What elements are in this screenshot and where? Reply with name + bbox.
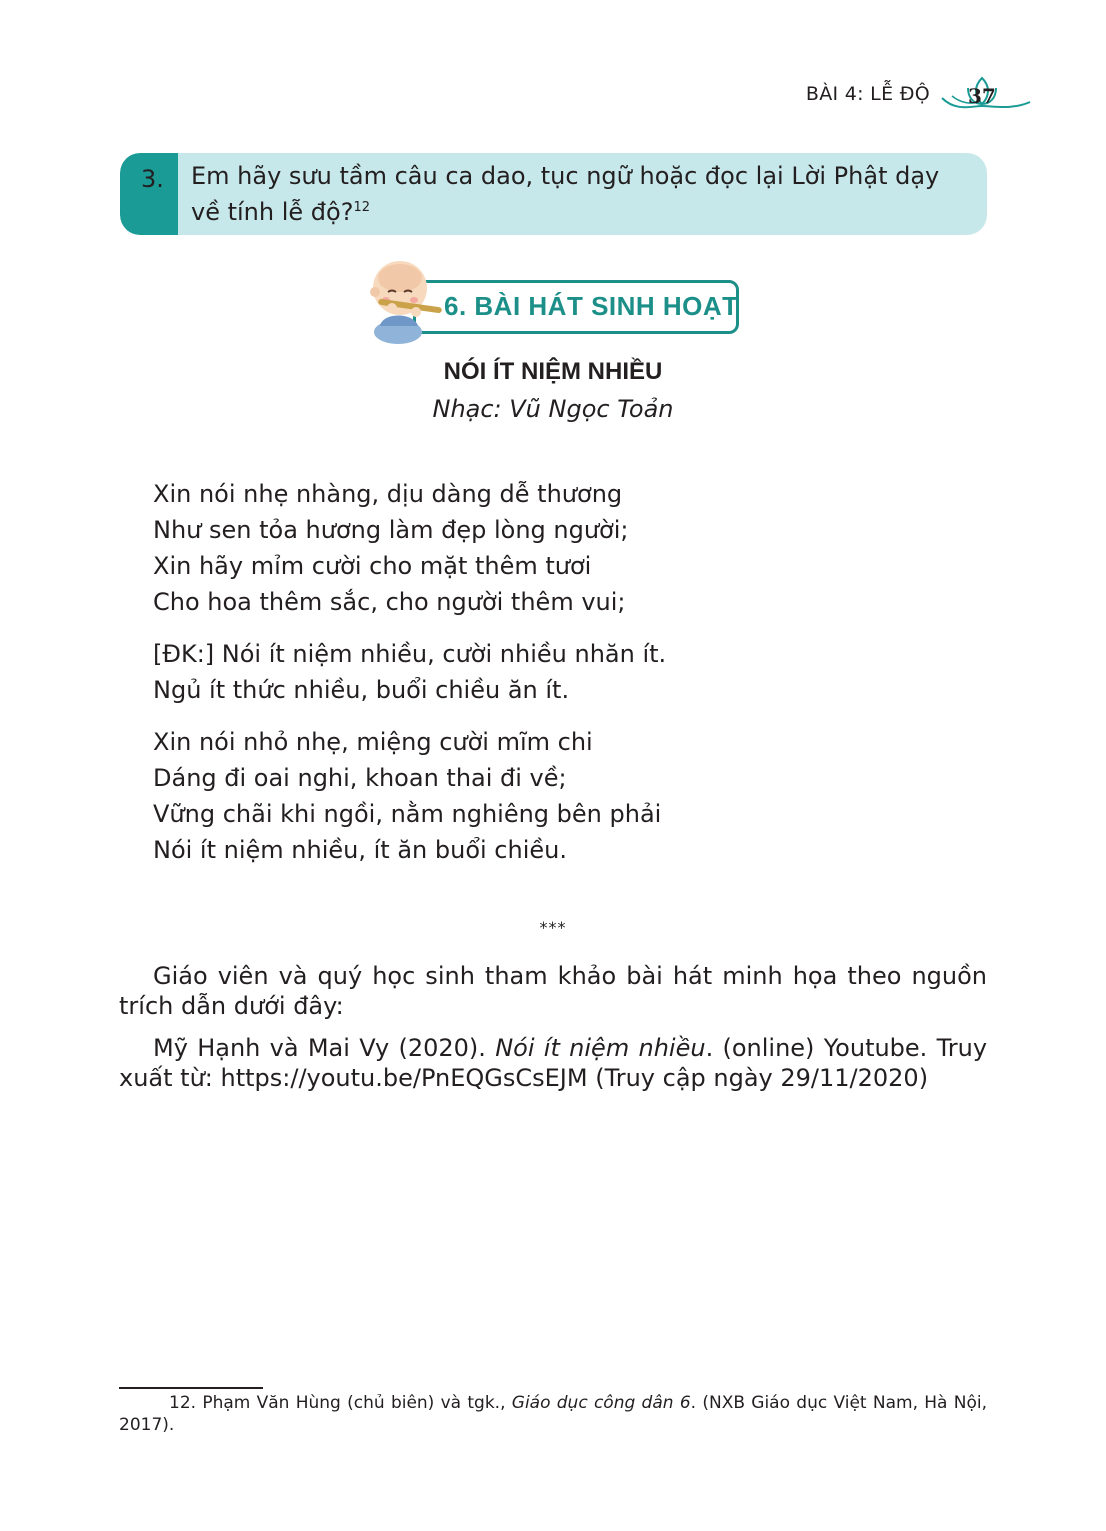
lyric-line: Xin nói nhỏ nhẹ, miệng cười mĩm chi	[153, 728, 593, 756]
lyric-line: Nói ít niệm nhiều, ít ăn buổi chiều.	[153, 836, 567, 864]
question-text-block	[191, 161, 975, 228]
reference-paragraph: Giáo viên và quý học sinh tham khảo bài hát minh họa theo nguồn trích dẫn dưới đây:	[119, 962, 987, 1020]
footnote-suffix: . (NXB Giáo dục Việt Nam, Hà Nội, 2017).	[119, 1393, 987, 1435]
stanza-chorus	[153, 636, 666, 708]
footnote-prefix: 12. Phạm Văn Hùng (chủ biên) và tgk.,	[169, 1393, 512, 1413]
lyric-line: Xin hãy mỉm cười cho mặt thêm tươi	[153, 552, 592, 580]
lyric-line: Xin nói nhẹ nhàng, dịu dàng dễ thương	[153, 480, 623, 508]
section-title-box	[413, 280, 739, 334]
citation-paragraph	[119, 1033, 987, 1093]
page-header	[806, 72, 1034, 116]
stanza-2	[153, 724, 666, 868]
footnote-divider	[119, 1387, 263, 1389]
question-number: 3.	[141, 165, 164, 193]
lyric-line: Vững chãi khi ngồi, nằm nghiêng bên phải	[153, 800, 662, 828]
question-text: Em hãy sưu tầm câu ca dao, tục ngữ hoặc đọc lại Lời Phật dạy về tính lễ độ?	[191, 162, 940, 226]
citation-title: Nói ít niệm nhiều	[495, 1034, 706, 1062]
page-number-badge	[938, 72, 1034, 116]
section-title: 6. BÀI HÁT SINH HOẠT	[444, 291, 739, 321]
citation-authors: Mỹ Hạnh và Mai Vy (2020).	[153, 1034, 496, 1062]
song-composer: Nhạc: Vũ Ngọc Toản	[432, 395, 674, 423]
lyrics	[153, 476, 666, 884]
footnote-reference[interactable]: 12	[353, 200, 370, 215]
monk-playing-flute-icon	[368, 256, 448, 346]
lyric-line: [ĐK:] Nói ít niệm nhiều, cười nhiều nhăn ít.	[153, 640, 667, 668]
page-number: 37	[968, 84, 996, 108]
question-box	[120, 153, 987, 235]
stanza-1	[153, 476, 666, 620]
chapter-title: BÀI 4: LỄ ĐỘ	[805, 83, 930, 105]
lyric-line: Cho hoa thêm sắc, cho người thêm vui;	[153, 588, 626, 616]
song-title: NÓI ÍT NIỆM NHIỀU	[443, 358, 663, 385]
footnote-book-title: Giáo dục công dân 6	[511, 1393, 691, 1413]
section-banner	[368, 256, 738, 346]
citation-source[interactable]: . (online) Youtube. Truy xuất từ: https://youtu.be/PnEQGsCsEJM (Truy cập ngày 29/11/2020)	[119, 1034, 988, 1092]
lyric-line: Như sen tỏa hương làm đẹp lòng người;	[153, 516, 629, 544]
lyric-line: Ngủ ít thức nhiều, buổi chiều ăn ít.	[153, 676, 570, 704]
footnote	[119, 1392, 987, 1436]
lyric-line: Dáng đi oai nghi, khoan thai đi về;	[153, 764, 567, 792]
section-divider: ***	[539, 918, 567, 937]
